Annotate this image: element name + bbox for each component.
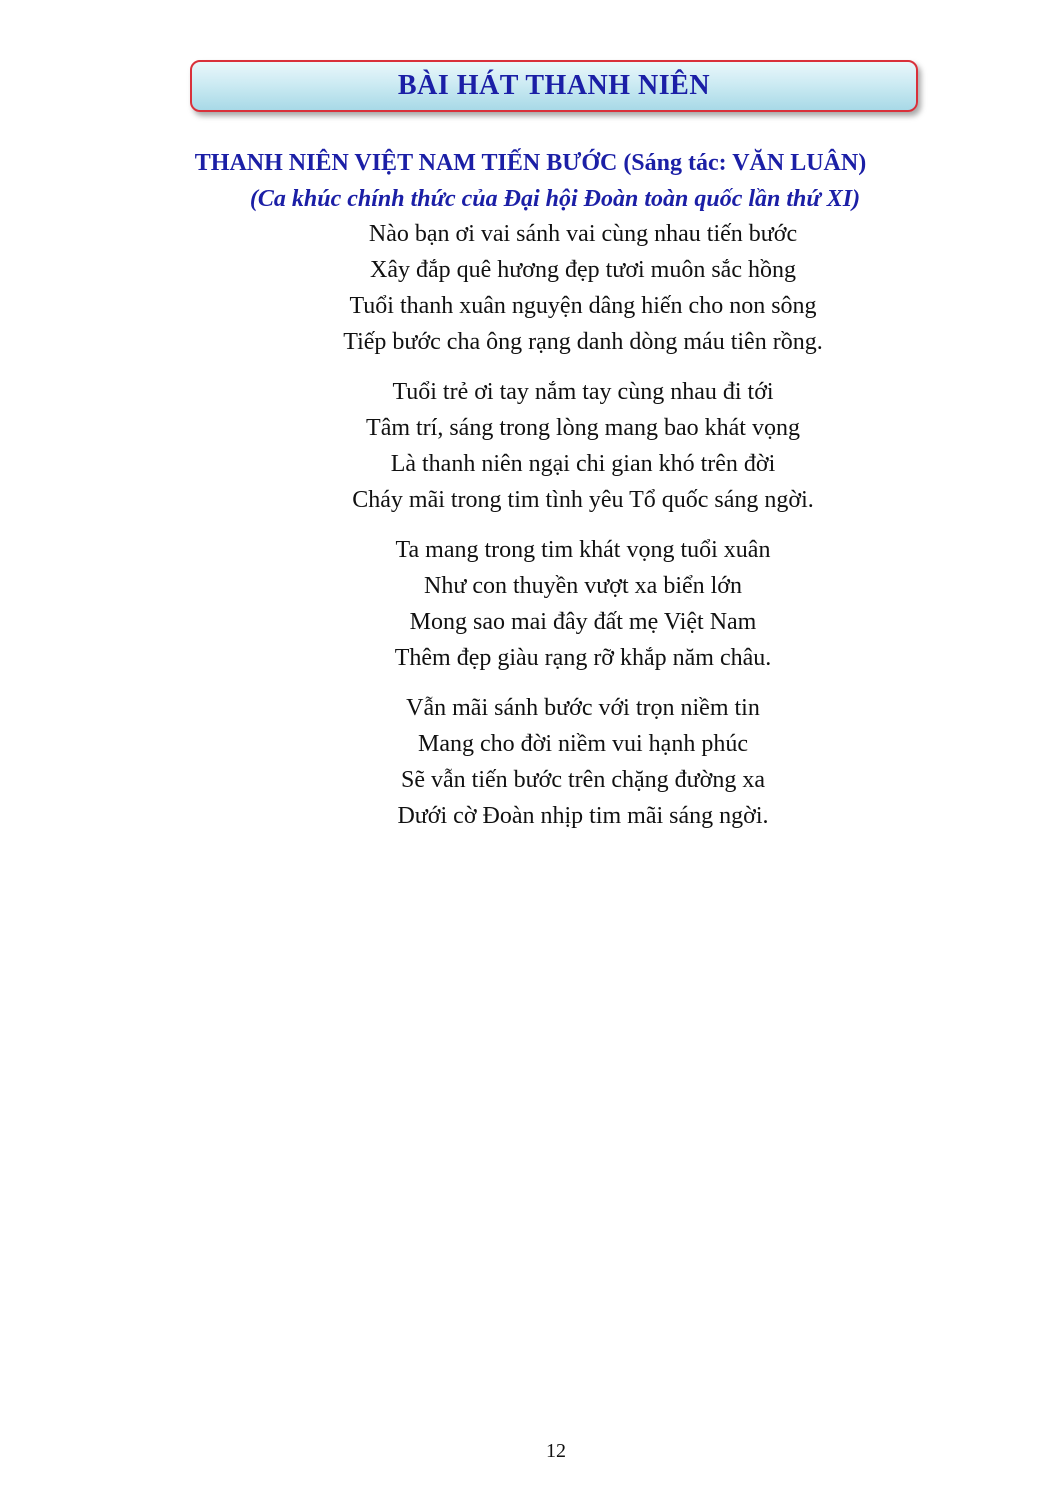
song-subtitle: (Ca khúc chính thức của Đại hội Đoàn toàn quốc lần thứ XI): [249, 186, 861, 212]
lyric-line: Nào bạn ơi vai sánh vai cùng nhau tiến bước: [368, 221, 798, 247]
lyric-line: Vẫn mãi sánh bước với trọn niềm tin: [406, 695, 760, 721]
lyric-line: Mang cho đời niềm vui hạnh phúc: [418, 731, 748, 757]
page-number: 12: [546, 1440, 566, 1462]
lyric-line: Sẽ vẫn tiến bước trên chặng đường xa: [401, 767, 765, 793]
lyric-line: Tâm trí, sáng trong lòng mang bao khát vọng: [366, 415, 800, 441]
lyrics: [0, 216, 1061, 848]
verse-3: [0, 532, 1061, 676]
verse-4: [0, 690, 1061, 834]
section-header-banner: [190, 60, 918, 112]
lyric-line: Dưới cờ Đoàn nhịp tim mãi sáng ngời.: [397, 803, 769, 829]
verse-1: [0, 216, 1061, 360]
lyric-line: Mong sao mai đây đất mẹ Việt Nam: [409, 609, 757, 635]
lyric-line: Như con thuyền vượt xa biển lớn: [423, 573, 742, 599]
lyric-line: Cháy mãi trong tim tình yêu Tổ quốc sáng ngời.: [352, 487, 814, 513]
section-title: BÀI HÁT THANH NIÊN: [397, 70, 711, 101]
lyric-line: Tuổi trẻ ơi tay nắm tay cùng nhau đi tới: [392, 379, 774, 405]
lyric-line: Xây đắp quê hương đẹp tươi muôn sắc hồng: [370, 257, 796, 283]
lyric-line: Tiếp bước cha ông rạng danh dòng máu tiên rồng.: [343, 329, 823, 355]
lyric-line: Ta mang trong tim khát vọng tuổi xuân: [395, 537, 771, 563]
lyric-line: Là thanh niên ngại chi gian khó trên đời: [390, 451, 776, 477]
verse-2: [0, 374, 1061, 518]
lyric-line: Tuổi thanh xuân nguyện dâng hiến cho non sông: [349, 293, 817, 319]
lyric-line: Thêm đẹp giàu rạng rỡ khắp năm châu.: [394, 645, 772, 671]
song-title: THANH NIÊN VIỆT NAM TIẾN BƯỚC (Sáng tác: VĂN LUÂN): [194, 150, 867, 176]
